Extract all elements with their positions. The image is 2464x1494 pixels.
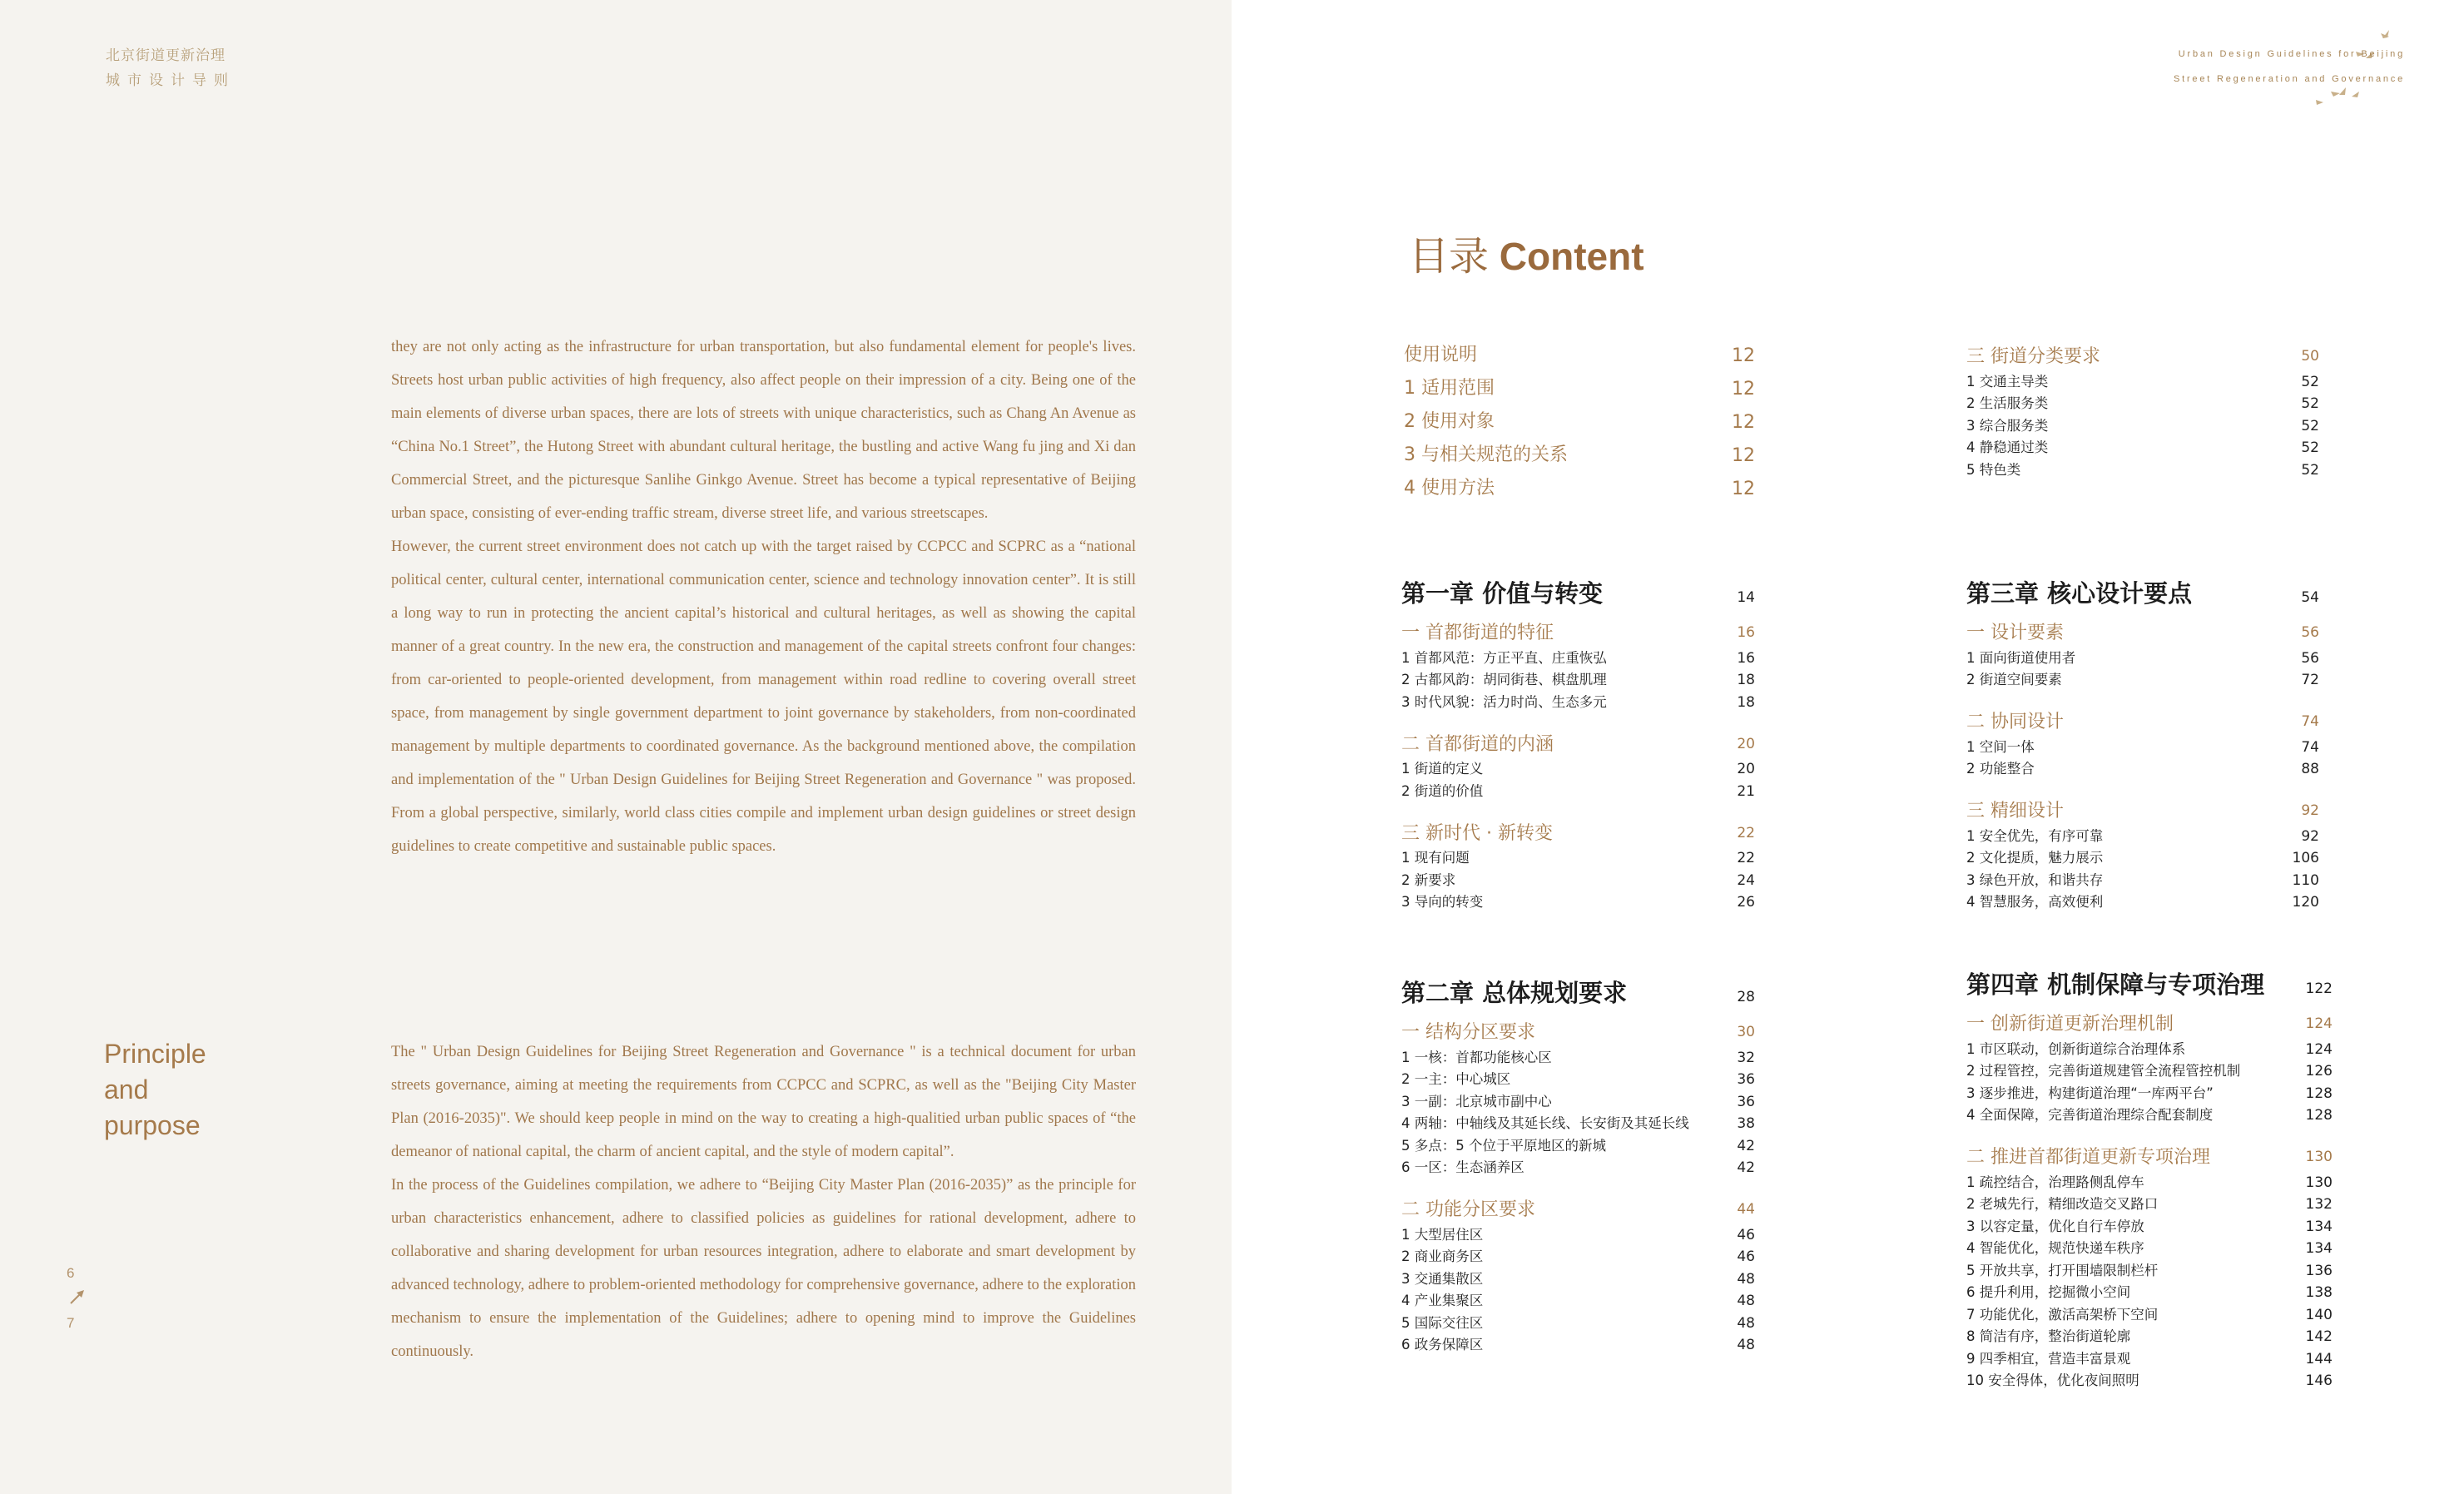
toc-entry-page: 106 [2292, 850, 2319, 866]
toc-entry-chap[interactable] [1966, 957, 2333, 1000]
toc-entry-sec[interactable] [1966, 333, 2319, 368]
toc-entry-sec[interactable] [1966, 698, 2319, 733]
toc-entry-page: 16 [1737, 624, 1755, 641]
toc-group-chapter-3 [1966, 566, 2319, 911]
toc-entry-item[interactable] [1401, 1265, 1755, 1288]
toc-entry-page: 12 [1732, 379, 1755, 400]
paragraph: The " Urban Design Guidelines for Beijing Street Regeneration and Governance " is a technical document for urban streets governance, aiming at meeting the requirements from CCPCC and SCPRC, as well as the "Beijing City Master Plan (2016-2035)". We should keep people in mind on the way to creating a high-qualitied urban public spaces of “the demeanor of national capital, the charm of ancient capital, and the style of modern capital”. [391, 1044, 1136, 1160]
toc-entry-page: 12 [1732, 345, 1755, 366]
toc-entry-item[interactable] [1401, 777, 1755, 800]
toc-entry-label: 7 功能优化，激活高架桥下空间 [1966, 1306, 2159, 1323]
toc-entry-item[interactable] [1966, 1058, 2333, 1080]
toc-entry-sec[interactable] [1966, 1000, 2333, 1035]
toc-entry-page: 48 [1737, 1270, 1755, 1288]
toc-entry-item[interactable] [1401, 1044, 1755, 1066]
toc-entry-label: 第四章 机制保障与专项治理 [1966, 970, 2265, 999]
toc-entry-label: 2 功能整合 [1966, 761, 2035, 777]
toc-group-intro [1404, 333, 1755, 499]
toc-entry-page: 126 [2305, 1063, 2333, 1080]
toc-entry-item[interactable] [1401, 756, 1755, 778]
toc-entry-page: 52 [2301, 395, 2319, 412]
toc-entry-page: 14 [1737, 589, 1755, 606]
toc-entry-item[interactable] [1966, 1191, 2333, 1214]
toc-entry-page: 36 [1737, 1093, 1755, 1110]
toc-entry-page: 22 [1737, 824, 1755, 841]
toc-title-en: Content [1499, 235, 1644, 278]
toc-entry-page: 42 [1737, 1159, 1755, 1176]
toc-entry-label: 4 产业集聚区 [1401, 1293, 1484, 1308]
toc-entry-item[interactable] [1966, 1213, 2333, 1235]
toc-entry-chap[interactable] [1401, 965, 1755, 1009]
toc-entry-item[interactable] [1966, 1102, 2333, 1124]
toc-entry-item[interactable] [1401, 644, 1755, 667]
toc-entry-page: 110 [2292, 871, 2319, 889]
toc-entry-item[interactable] [1966, 644, 2319, 667]
toc-entry-item[interactable] [1966, 1301, 2333, 1323]
section-title-line: purpose [104, 1110, 201, 1140]
toc-entry-label: 6 提升利用，挖掘微小空间 [1966, 1284, 2131, 1300]
toc-entry-page: 30 [1737, 1024, 1755, 1040]
toc-entry-intro[interactable] [1404, 366, 1755, 400]
section-title-line: Principle [104, 1039, 206, 1069]
toc-entry-page: 18 [1737, 672, 1755, 688]
toc-entry-page: 50 [2301, 348, 2319, 365]
english-title-line: Street Regeneration and Governance [2173, 74, 2405, 84]
toc-entry-sec[interactable] [1401, 810, 1755, 845]
toc-entry-page: 130 [2305, 1174, 2333, 1191]
toc-entry-label: 6 一区：生态涵养区 [1401, 1159, 1525, 1175]
toc-entry-label: 3 交通集散区 [1401, 1270, 1484, 1287]
toc-entry-page: 16 [1737, 649, 1755, 667]
toc-entry-page: 74 [2301, 738, 2319, 756]
toc-entry-item[interactable] [1966, 1080, 2333, 1102]
toc-entry-item[interactable] [1966, 390, 2319, 413]
toc-entry-label: 4 全面保障，完善街道治理综合配套制度 [1966, 1107, 2214, 1123]
toc-spacer [1401, 1176, 1755, 1186]
toc-entry-page: 12 [1732, 412, 1755, 433]
toc-entry-item[interactable] [1966, 1345, 2333, 1367]
toc-entry-page: 92 [2301, 827, 2319, 845]
toc-entry-item[interactable] [1966, 733, 2319, 756]
toc-entry-label: 2 街道的价值 [1401, 782, 1484, 799]
toc-entry-label: 9 四季相宜，营造丰富景观 [1966, 1350, 2131, 1367]
toc-entry-label: 二 协同设计 [1966, 712, 2064, 732]
toc-entry-item[interactable] [1401, 866, 1755, 889]
toc-entry-page: 22 [1737, 850, 1755, 866]
toc-spacer [1401, 800, 1755, 810]
arrow-icon [68, 1288, 87, 1306]
paragraph: However, the current street environment does not catch up with the target raised by CCPCC and SCPRC as a “national political center, cultural center, international communication center, science and technology innovation center”. It is still a long way to run in protecting the ancient capital’s historical and cultural heritages, as well as showing the capital manner of a great country. In the new era, the construction and management of the capital streets confront four changes: from car-oriented to people-oriented development, from management within road redline to covering overall street space, from management by single government department to joint governance by stakeholders, from non-coordinated management by multiple departments to coordinated governance. As the background mentioned above, the compilation and implementation of the " Urban Design Guidelines for Beijing Street Regeneration and Governance " was proposed. From a global perspective, similarly, world class cities compile and implement urban design guidelines or street design guidelines to create competitive and sustainable public spaces. [391, 539, 1136, 855]
toc-entry-sec[interactable] [1401, 721, 1755, 756]
toc-entry-page: 12 [1732, 445, 1755, 466]
toc-entry-label: 4 使用方法 [1404, 478, 1495, 499]
toc-entry-label: 1 面向街道使用者 [1966, 649, 2076, 666]
toc-entry-page: 92 [2301, 802, 2319, 819]
toc-entry-label: 1 一核：首都功能核心区 [1401, 1049, 1552, 1065]
toc-entry-page: 48 [1737, 1293, 1755, 1309]
toc-entry-item[interactable] [1966, 1235, 2333, 1258]
toc-entry-label: 2 街道空间要素 [1966, 672, 2062, 687]
toc-entry-page: 142 [2305, 1328, 2333, 1345]
toc-entry-item[interactable] [1401, 1288, 1755, 1310]
toc-entry-label: 3 绿色开放，和谐共存 [1966, 871, 2104, 888]
toc-entry-label: 1 首都风范：方正平直、庄重恢弘 [1401, 649, 1607, 666]
toc-entry-page: 32 [1737, 1049, 1755, 1066]
toc-entry-sec[interactable] [1401, 609, 1755, 644]
toc-entry-label: 2 过程管控，完善街道规建管全流程管控机制 [1966, 1063, 2241, 1079]
toc-entry-item[interactable] [1966, 412, 2319, 434]
toc-entry-label: 4 智慧服务，高效便利 [1966, 894, 2104, 910]
toc-entry-label: 1 适用范围 [1404, 378, 1495, 399]
intro-text-block [391, 330, 1136, 863]
toc-entry-item[interactable] [1401, 1132, 1755, 1154]
toc-entry-page: 48 [1737, 1337, 1755, 1353]
toc-entry-page: 52 [2301, 417, 2319, 434]
toc-entry-label: 5 国际交往区 [1401, 1314, 1484, 1331]
toc-entry-label: 一 首都街道的特征 [1401, 623, 1554, 643]
toc-entry-page: 52 [2301, 373, 2319, 390]
toc-entry-label: 三 街道分类要求 [1966, 346, 2100, 367]
toc-entry-item[interactable] [1401, 1243, 1755, 1266]
toc-entry-item[interactable] [1401, 1066, 1755, 1089]
toc-entry-label: 1 市区联动，创新街道综合治理体系 [1966, 1040, 2186, 1057]
toc-entry-chap[interactable] [1401, 566, 1755, 609]
toc-entry-item[interactable] [1401, 845, 1755, 867]
toc-entry-item[interactable] [1401, 1154, 1755, 1177]
toc-entry-page: 12 [1732, 479, 1755, 499]
section-title [104, 1036, 206, 1144]
toc-entry-item[interactable] [1401, 667, 1755, 689]
toc-entry-item[interactable] [1966, 756, 2319, 778]
toc-entry-item[interactable] [1966, 1169, 2333, 1191]
toc-entry-page: 52 [2301, 461, 2319, 479]
toc-entry-page: 138 [2305, 1284, 2333, 1301]
toc-entry-item[interactable] [1966, 889, 2319, 911]
toc-entry-page: 54 [2301, 589, 2319, 606]
toc-entry-page: 44 [1737, 1201, 1755, 1218]
toc-entry-item[interactable] [1966, 1279, 2333, 1302]
toc-entry-page: 128 [2305, 1085, 2333, 1102]
toc-entry-page: 134 [2305, 1218, 2333, 1235]
toc-entry-page: 144 [2305, 1350, 2333, 1367]
toc-entry-page: 26 [1737, 894, 1755, 911]
toc-entry-label: 6 政务保障区 [1401, 1337, 1484, 1353]
toc-entry-page: 122 [2305, 980, 2333, 997]
paragraph: they are not only acting as the infrastructure for urban transportation, but also fundamental element for people's lives. Streets host urban public activities of high frequency, also affect people on their impression of a city. Being one of the main elements of diverse urban spaces, there are lots of streets with unique characteristics, such as Chang An Avenue as “China No.1 Street”, the Hutong Street with abundant cultural heritage, the bustling and active Wang fu jing and Xi dan Commercial Street, and the picturesque Sanlihe Ginkgo Avenue. Street has become a typical representative of Beijing urban space, consisting of ever-ending traffic stream, diverse street life, and various streetscapes. [391, 339, 1136, 522]
toc-entry-page: 28 [1737, 989, 1755, 1005]
toc-entry-label: 2 使用对象 [1404, 411, 1495, 432]
toc-entry-intro[interactable] [1404, 400, 1755, 433]
toc-entry-label: 三 新时代 · 新转变 [1401, 822, 1553, 844]
toc-entry-page: 124 [2305, 1040, 2333, 1058]
toc-entry-page: 128 [2305, 1107, 2333, 1124]
toc-entry-sec[interactable] [1966, 787, 2319, 822]
toc-entry-page: 46 [1737, 1248, 1755, 1265]
toc-entry-page: 120 [2292, 894, 2319, 911]
toc-entry-label: 二 推进首都街道更新专项治理 [1966, 1147, 2210, 1168]
toc-entry-item[interactable] [1966, 434, 2319, 457]
toc-group-chapter-2 [1401, 965, 1755, 1353]
toc-entry-label: 1 安全优先，有序可靠 [1966, 827, 2104, 844]
paragraph: In the process of the Guidelines compilation, we adhere to “Beijing City Master Plan (2016-2035)” as the principle for urban characteristics enhancement, adhere to classified policies as guidelines for rational development, adhere to collaborative and sharing development for urban resources integration, adhere to elaborate and smart development by advanced technology, adhere to problem-oriented methodology for comprehensive governance, adhere to the exploration mechanism to ensure the implementation of the Guidelines; adhere to opening mind to improve the Guidelines continuously. [391, 1177, 1136, 1360]
toc-entry-item[interactable] [1966, 1323, 2333, 1346]
toc-entry-label: 2 生活服务类 [1966, 395, 2049, 411]
toc-entry-page: 52 [2301, 439, 2319, 456]
toc-entry-label: 一 创新街道更新治理机制 [1966, 1014, 2174, 1035]
toc-entry-intro[interactable] [1404, 333, 1755, 366]
toc-title [1409, 226, 1644, 286]
toc-spacer [1966, 688, 2319, 698]
toc-entry-item[interactable] [1401, 688, 1755, 711]
toc-entry-page: 88 [2301, 761, 2319, 777]
toc-entry-sec[interactable] [1966, 1134, 2333, 1169]
principle-text-block [391, 1035, 1136, 1368]
toc-entry-page: 21 [1737, 782, 1755, 800]
toc-entry-label: 1 交通主导类 [1966, 373, 2049, 390]
toc-entry-item[interactable] [1401, 889, 1755, 911]
toc-entry-label: 3 与相关规范的关系 [1404, 444, 1568, 465]
toc-entry-item[interactable] [1966, 667, 2319, 689]
toc-entry-page: 42 [1737, 1137, 1755, 1154]
toc-entry-item[interactable] [1401, 1332, 1755, 1354]
toc-entry-label: 3 一副：北京城市副中心 [1401, 1093, 1552, 1109]
section-title-line: and [104, 1075, 149, 1104]
toc-group-chapter-1 [1401, 566, 1755, 911]
toc-spacer [1966, 777, 2319, 787]
toc-entry-item[interactable] [1966, 845, 2319, 867]
toc-entry-label: 一 结构分区要求 [1401, 1022, 1535, 1043]
toc-entry-label: 4 两轴：中轴线及其延长线、长安街及其延长线 [1401, 1115, 1689, 1131]
toc-entry-label: 8 简洁有序，整治街道轮廓 [1966, 1328, 2131, 1344]
toc-spacer [1966, 1124, 2333, 1134]
running-head [106, 43, 235, 93]
toc-entry-label: 3 逐步推进，构建街道治理“一库两平台” [1966, 1085, 2214, 1101]
toc-entry-page: 56 [2301, 624, 2319, 641]
toc-entry-item[interactable] [1966, 1257, 2333, 1279]
toc-entry-page: 132 [2305, 1196, 2333, 1213]
running-head-line-1: 北京街道更新治理 [106, 47, 226, 64]
toc-entry-intro[interactable] [1404, 433, 1755, 466]
toc-entry-item[interactable] [1966, 866, 2319, 889]
toc-entry-label: 3 以容定量，优化自行车停放 [1966, 1218, 2144, 1234]
toc-entry-label: 3 综合服务类 [1966, 417, 2049, 434]
toc-entry-page: 130 [2305, 1149, 2333, 1165]
toc-entry-page: 20 [1737, 735, 1755, 752]
toc-entry-label: 2 一主：中心城区 [1401, 1071, 1511, 1087]
toc-entry-label: 1 现有问题 [1401, 850, 1470, 866]
toc-entry-label: 1 空间一体 [1966, 738, 2035, 755]
toc-entry-item[interactable] [1966, 368, 2319, 390]
toc-entry-label: 二 功能分区要求 [1401, 1199, 1535, 1220]
toc-entry-label: 5 特色类 [1966, 461, 2021, 478]
toc-entry-label: 4 静稳通过类 [1966, 439, 2049, 455]
toc-entry-label: 5 开放共享，打开围墙限制栏杆 [1966, 1262, 2159, 1278]
toc-entry-intro[interactable] [1404, 466, 1755, 499]
toc-entry-label: 使用说明 [1404, 345, 1478, 365]
toc-entry-item[interactable] [1966, 456, 2319, 479]
toc-group-chapter-4 [1966, 957, 2333, 1389]
toc-entry-label: 2 新要求 [1401, 871, 1456, 888]
toc-entry-label: 3 导向的转变 [1401, 894, 1484, 910]
toc-entry-label: 3 时代风貌：活力时尚、生态多元 [1401, 693, 1607, 710]
toc-entry-item[interactable] [1401, 1309, 1755, 1332]
toc-entry-label: 1 大型居住区 [1401, 1226, 1484, 1243]
toc-entry-item[interactable] [1966, 1367, 2333, 1390]
page-number-right: 7 [67, 1315, 75, 1331]
toc-entry-label: 第一章 价值与转变 [1401, 579, 1604, 608]
toc-entry-page: 20 [1737, 761, 1755, 777]
english-title-line: Urban Design Guidelines for Beijing [2178, 49, 2405, 59]
toc-entry-page: 38 [1737, 1115, 1755, 1132]
toc-entry-label: 10 安全得体，优化夜间照明 [1966, 1372, 2139, 1388]
toc-entry-label: 2 老城先行，精细改造交叉路口 [1966, 1196, 2159, 1212]
toc-entry-page: 46 [1737, 1226, 1755, 1243]
toc-entry-label: 三 精细设计 [1966, 801, 2064, 821]
toc-entry-label: 第三章 核心设计要点 [1966, 579, 2193, 608]
toc-entry-label: 2 古都风韵：胡同街巷、棋盘肌理 [1401, 672, 1607, 687]
toc-entry-page: 134 [2305, 1240, 2333, 1257]
toc-entry-chap[interactable] [1966, 566, 2319, 609]
toc-entry-label: 4 智能优化，规范快递车秩序 [1966, 1240, 2144, 1256]
toc-entry-item[interactable] [1966, 822, 2319, 845]
english-title [2174, 42, 2405, 92]
toc-entry-item[interactable] [1966, 1035, 2333, 1058]
toc-entry-page: 56 [2301, 649, 2319, 667]
toc-entry-sec[interactable] [1401, 1009, 1755, 1044]
toc-entry-label: 2 商业商务区 [1401, 1248, 1484, 1264]
toc-entry-item[interactable] [1401, 1221, 1755, 1243]
toc-entry-label: 第二章 总体规划要求 [1401, 979, 1628, 1007]
toc-entry-label: 二 首都街道的内涵 [1401, 733, 1554, 755]
toc-entry-item[interactable] [1401, 1110, 1755, 1133]
toc-entry-label: 5 多点：5 个位于平原地区的新城 [1401, 1137, 1606, 1154]
toc-entry-page: 74 [2301, 713, 2319, 730]
toc-entry-label: 2 文化提质，魅力展示 [1966, 850, 2104, 866]
toc-group-street-classes [1966, 333, 2319, 479]
toc-entry-page: 124 [2305, 1015, 2333, 1032]
toc-entry-sec[interactable] [1966, 609, 2319, 644]
toc-entry-label: 1 街道的定义 [1401, 761, 1484, 777]
toc-entry-label: 1 疏控结合，治理路侧乱停车 [1966, 1174, 2144, 1190]
running-head-line-2: 城市设计导则 [106, 72, 235, 89]
toc-entry-item[interactable] [1401, 1088, 1755, 1110]
toc-entry-page: 72 [2301, 672, 2319, 688]
toc-entry-page: 48 [1737, 1314, 1755, 1332]
page-number-left: 6 [67, 1265, 75, 1281]
toc-entry-page: 140 [2305, 1306, 2333, 1323]
toc-entry-page: 24 [1737, 871, 1755, 889]
toc-entry-page: 36 [1737, 1071, 1755, 1088]
toc-entry-label: 一 设计要素 [1966, 623, 2064, 643]
toc-title-cn: 目录 [1409, 233, 1490, 280]
toc-spacer [1401, 711, 1755, 721]
toc-entry-sec[interactable] [1401, 1186, 1755, 1221]
toc-entry-page: 146 [2305, 1372, 2333, 1389]
toc-entry-page: 136 [2305, 1262, 2333, 1279]
toc-entry-page: 18 [1737, 693, 1755, 711]
